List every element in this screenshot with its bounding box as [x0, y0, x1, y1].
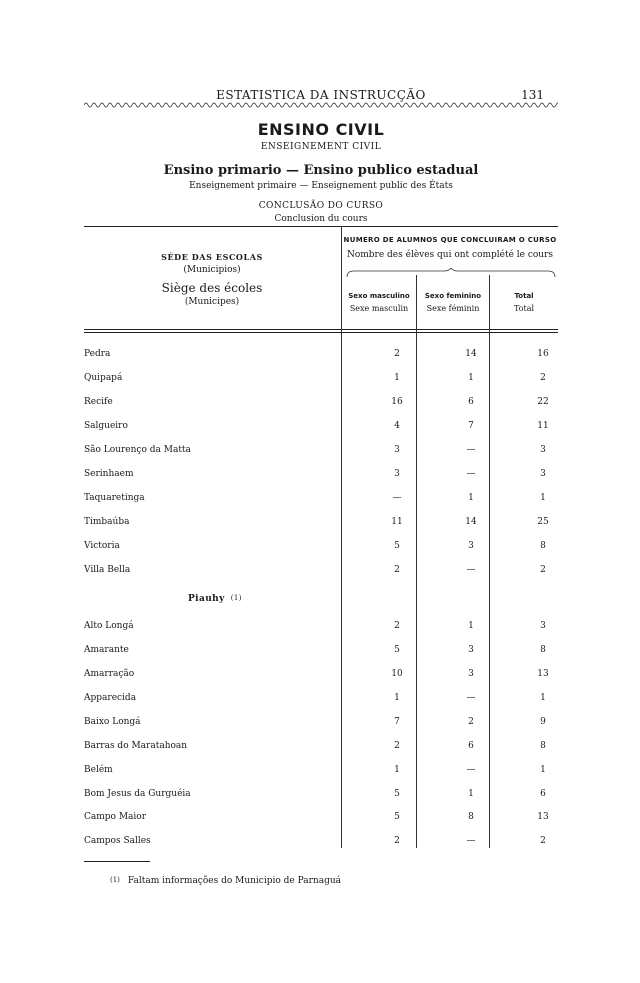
male-count: 7 — [394, 717, 400, 727]
footnote-ref: (1) — [230, 594, 242, 602]
female-count: — — [466, 765, 476, 775]
municipality-name: Apparecida — [84, 693, 137, 703]
column-male-label: Sexo masculino — [348, 292, 410, 300]
table-top-rule — [84, 226, 558, 227]
table-row — [84, 789, 558, 803]
table-row — [84, 565, 558, 579]
title-block — [84, 120, 558, 224]
column-header-female — [417, 292, 489, 313]
municipality-name: Villa Bella — [84, 565, 131, 575]
table-row — [84, 741, 558, 755]
state-name — [188, 594, 242, 604]
female-count: 1 — [468, 493, 474, 503]
male-count: 5 — [394, 541, 400, 551]
female-count: 1 — [468, 789, 474, 799]
column-header-total — [490, 292, 558, 313]
header-rule-2 — [84, 332, 558, 333]
section-title: Ensino primario — Ensino publico estadual — [163, 163, 479, 178]
table-row — [84, 836, 558, 850]
table-row — [84, 812, 558, 826]
male-count: — — [392, 493, 402, 503]
column-total-label-fr: Total — [513, 304, 535, 313]
municipality-name: Alto Longá — [84, 621, 134, 631]
female-count: 1 — [468, 373, 474, 383]
total-count: 2 — [540, 836, 546, 846]
female-count: 3 — [468, 669, 474, 679]
running-title: ESTATISTICA DA INSTRUCÇÃO — [216, 88, 426, 102]
male-count: 2 — [394, 565, 400, 575]
municipality-name: Campo Maior — [84, 812, 147, 822]
state-label: Piauhy — [188, 594, 225, 604]
total-count: 8 — [540, 645, 546, 655]
municipality-name: Belém — [84, 765, 113, 775]
male-count: 1 — [394, 693, 400, 703]
table-row — [84, 717, 558, 731]
female-count: 14 — [465, 349, 477, 359]
total-count: 1 — [540, 765, 546, 775]
total-count: 1 — [540, 493, 546, 503]
male-count: 5 — [394, 645, 400, 655]
wavy-rule — [84, 100, 558, 110]
footnote-rule — [84, 861, 150, 862]
total-count: 22 — [537, 397, 549, 407]
header-sede: SÉDE DAS ESCOLAS — [161, 252, 263, 262]
municipality-name: Amarração — [84, 669, 135, 679]
total-count: 8 — [540, 741, 546, 751]
header-rule-1 — [84, 329, 558, 330]
footnote-mark: (1) — [110, 876, 120, 884]
table-row — [84, 541, 558, 555]
state-section-row — [84, 594, 558, 608]
table-row — [84, 469, 558, 483]
header-student-count — [342, 236, 558, 260]
municipality-name: Quipapá — [84, 373, 123, 383]
female-count: 6 — [468, 397, 474, 407]
male-count: 2 — [394, 621, 400, 631]
male-count: 3 — [394, 469, 400, 479]
municipality-name: Taquaretinga — [84, 493, 145, 503]
column-male-label-fr: Sexe masculin — [349, 304, 409, 313]
total-count: 13 — [537, 669, 549, 679]
municipality-name: Barras do Maratahoan — [84, 741, 188, 751]
header-municipios: (Municipios) — [183, 265, 241, 275]
total-count: 13 — [537, 812, 549, 822]
municipality-name: São Lourenço da Matta — [84, 445, 191, 455]
male-count: 5 — [394, 812, 400, 822]
table-row — [84, 517, 558, 531]
main-subtitle: ENSEIGNEMENT CIVIL — [260, 142, 382, 152]
female-count: 2 — [468, 717, 474, 727]
male-count: 11 — [391, 517, 403, 527]
total-count: 6 — [540, 789, 546, 799]
topic-subtitle: Conclusion du cours — [274, 214, 368, 224]
total-count: 3 — [540, 621, 546, 631]
male-count: 10 — [391, 669, 403, 679]
total-count: 1 — [540, 693, 546, 703]
total-count: 16 — [537, 349, 549, 359]
male-count: 3 — [394, 445, 400, 455]
column-female-label: Sexo feminino — [424, 292, 482, 300]
table-row — [84, 693, 558, 707]
table-row — [84, 765, 558, 779]
section-subtitle: Enseignement primaire — Enseignement public des États — [189, 181, 453, 191]
female-count: — — [466, 445, 476, 455]
male-count: 1 — [394, 373, 400, 383]
total-count: 25 — [537, 517, 549, 527]
municipality-name: Campos Salles — [84, 836, 151, 846]
page-number: 131 — [521, 88, 544, 102]
male-count: 1 — [394, 765, 400, 775]
total-count: 2 — [540, 565, 546, 575]
male-count: 4 — [394, 421, 400, 431]
total-count: 2 — [540, 373, 546, 383]
female-count: — — [466, 565, 476, 575]
female-count: — — [466, 469, 476, 479]
header-nombre-eleves: Nombre des élèves qui ont complété le cours — [346, 250, 554, 260]
header-brace — [346, 268, 556, 278]
table-row — [84, 645, 558, 659]
footnote — [110, 876, 341, 886]
table-row — [84, 669, 558, 683]
main-title: ENSINO CIVIL — [257, 120, 385, 139]
column-total-label: Total — [514, 292, 534, 300]
total-count: 3 — [540, 469, 546, 479]
total-count: 9 — [540, 717, 546, 727]
male-count: 2 — [394, 741, 400, 751]
header-numero-alumnos: NUMERO DE ALUMNOS QUE CONCLUIRAM O CURSO — [343, 236, 557, 244]
male-count: 5 — [394, 789, 400, 799]
municipality-name: Bom Jesus da Gurguéia — [84, 789, 191, 799]
female-count: — — [466, 693, 476, 703]
female-count: 14 — [465, 517, 477, 527]
column-header-male — [342, 292, 416, 313]
column-female-label-fr: Sexe féminin — [426, 304, 480, 313]
municipality-name: Recife — [84, 397, 113, 407]
header-siege: Siège des écoles — [161, 281, 263, 295]
total-count: 11 — [537, 421, 549, 431]
table-row — [84, 445, 558, 459]
table-row — [84, 373, 558, 387]
female-count: 3 — [468, 541, 474, 551]
female-count: — — [466, 836, 476, 846]
municipality-name: Baixo Longá — [84, 717, 141, 727]
female-count: 6 — [468, 741, 474, 751]
male-count: 2 — [394, 836, 400, 846]
municipality-name: Pedra — [84, 349, 111, 359]
female-count: 3 — [468, 645, 474, 655]
table-row — [84, 349, 558, 363]
footnote-text: Faltam informações do Municipio de Parnaguá — [127, 876, 341, 886]
header-municipes: (Municipes) — [184, 297, 240, 307]
municipality-name: Victoria — [84, 541, 120, 551]
female-count: 1 — [468, 621, 474, 631]
topic-title: CONCLUSÃO DO CURSO — [258, 201, 384, 211]
table-row — [84, 493, 558, 507]
table-row — [84, 421, 558, 435]
female-count: 8 — [468, 812, 474, 822]
table-row — [84, 621, 558, 635]
total-count: 8 — [540, 541, 546, 551]
male-count: 2 — [394, 349, 400, 359]
municipality-name: Serinhaem — [84, 469, 134, 479]
header-school-seat — [84, 252, 340, 307]
male-count: 16 — [391, 397, 403, 407]
municipality-name: Timbaúba — [84, 517, 130, 527]
female-count: 7 — [468, 421, 474, 431]
municipality-name: Amarante — [84, 645, 129, 655]
municipality-name: Salgueiro — [84, 421, 128, 431]
total-count: 3 — [540, 445, 546, 455]
table-row — [84, 397, 558, 411]
